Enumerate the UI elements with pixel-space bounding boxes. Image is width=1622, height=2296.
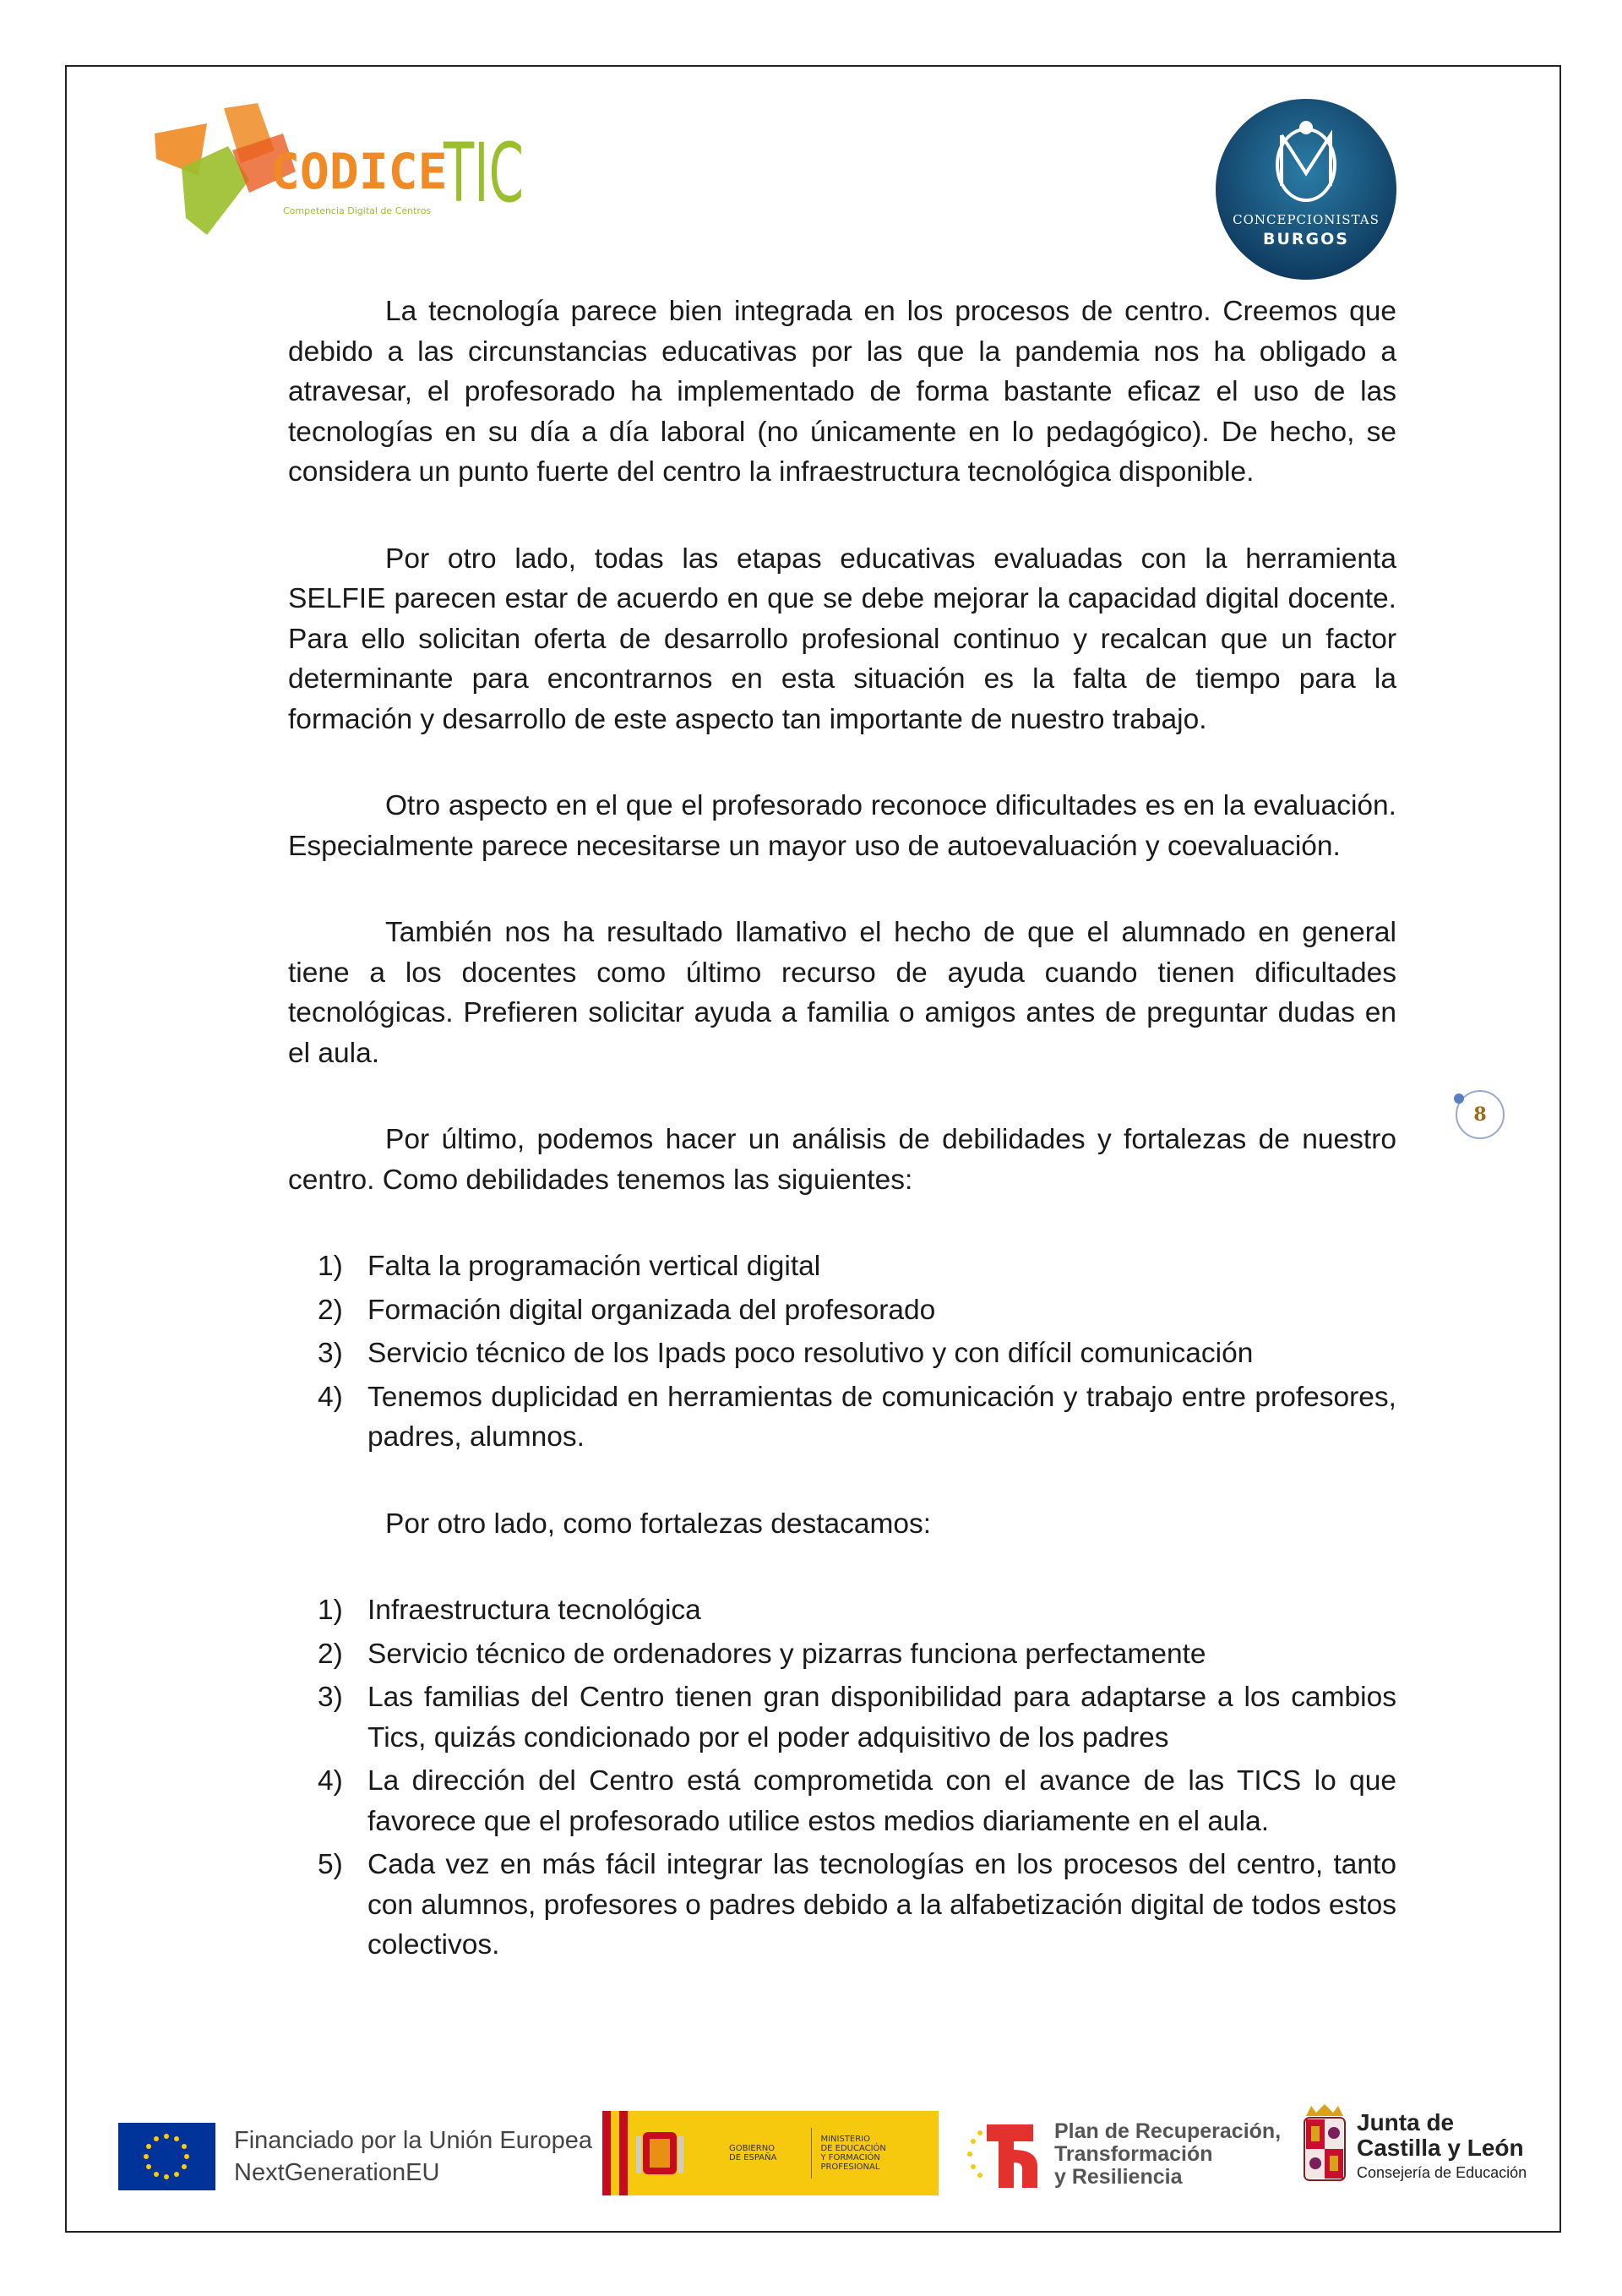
- svg-text:TIC: TIC: [443, 126, 524, 221]
- jcyl-coat-of-arms-icon: [1301, 2104, 1348, 2189]
- paragraph-technology-integration: La tecnología parece bien integrada en los procesos de centro. Creemos que debido a las circunstancias educativas por las que la pandemia nos ha obligado a atravesar, el profesorado ha implementado de forma bastante eficaz el uso de las tecnologías en su día a día laboral (no únicamente en lo pedagógico). De hecho, se considera un punto fuerte del centro la infraestructura tecnológica disponible.: [288, 296, 1396, 488]
- ministry-line3: Y FORMACIÓN PROFESIONAL: [820, 2153, 880, 2172]
- svg-text:Competencia Digital de Centros: Competencia Digital de Centros: [283, 205, 432, 216]
- ministry-logo: [602, 2111, 939, 2195]
- prtr-logo-icon: [961, 2116, 1042, 2192]
- page-number: 8: [1473, 1104, 1487, 1126]
- jcyl-line3: Consejería de Educación: [1357, 2164, 1527, 2181]
- concepcionistas-burgos-logo: [1214, 97, 1398, 281]
- ministry-line1: MINISTERIO: [820, 2135, 870, 2144]
- spain-flag-icon: [602, 2111, 729, 2195]
- eu-funding-line1: Financiado por la Unión Europea: [234, 2127, 592, 2154]
- paragraph-student-help: También nos ha resultado llamativo el hecho de que el alumnado en general tiene a los docentes como último recurso de ayuda cuando tienen dificultades tecnológicas. Prefieren solicitar ayuda a familia o amigos antes de preguntar dudas en el aula.: [288, 917, 1396, 1069]
- document-body: [288, 292, 1396, 2012]
- strengths-intro: Por otro lado, como fortalezas destacamos:: [385, 1508, 932, 1540]
- ministry-line2: DE EDUCACIÓN: [820, 2144, 886, 2153]
- list-item: 2) Formación digital organizada del profesorado: [318, 1294, 936, 1326]
- funding-footer: [118, 2104, 1538, 2206]
- jcyl-line2: Castilla y León: [1357, 2135, 1524, 2161]
- badge-dot-icon: [1454, 1093, 1464, 1104]
- jcyl-line1: Junta de: [1357, 2109, 1455, 2135]
- codice-wordmark: CODICE: [270, 143, 448, 200]
- weaknesses-list: [288, 1246, 1396, 1458]
- list-item: 1) Falta la programación vertical digital: [318, 1251, 821, 1282]
- prtr-line2: Transformación: [1054, 2141, 1213, 2166]
- page-number-badge: [1456, 1090, 1505, 1139]
- junta-castilla-leon-logo: [1301, 2104, 1527, 2189]
- paragraph-assessment: Otro aspecto en el que el profesorado reconoce dificultades es en la evaluación. Especialmente parece necesitarse un mayor uso de autoevaluación y coevaluación.: [288, 790, 1396, 862]
- list-item: 4) Tenemos duplicidad en herramientas de comunicación y trabajo entre profesores, padres, alumnos.: [318, 1381, 1396, 1453]
- paragraph-swot-intro: Por último, podemos hacer un análisis de debilidades y fortalezas de nuestro centro. Como debilidades tenemos las siguientes:: [288, 1124, 1396, 1196]
- codice-logo-icon: [148, 100, 528, 243]
- recovery-plan-logo: [961, 2116, 1281, 2192]
- eu-flag-icon: [118, 2123, 215, 2190]
- gob-line1: GOBIERNO: [729, 2144, 776, 2153]
- list-item: 3) Las familias del Centro tienen gran disponibilidad para adaptarse a los cambios Tics, quizás condicionado por el poder adquisitivo de los padres: [318, 1682, 1396, 1753]
- concepcionistas-logo-icon: [1214, 97, 1398, 281]
- paragraph-selfie-evaluation: Por otro lado, todas las etapas educativas evaluadas con la herramienta SELFIE parecen estar de acuerdo en que se debe mejorar la capacidad digital docente. Para ello solicitan oferta de desarrollo profesional continuo y recalcan que un factor determinante para encontrarnos en esta situación es la falta de tiempo para la formación y desarrollo de este aspecto tan importante de nuestro trabajo.: [288, 543, 1396, 735]
- list-item: 3) Servicio técnico de los Ipads poco resolutivo y con difícil comunicación: [318, 1338, 1254, 1369]
- eu-funding-logo: [118, 2123, 592, 2190]
- list-item: 4) La dirección del Centro está comprometida con el avance de las TICS lo que favorece que el profesorado utilice estos medios diariamente en el aula.: [318, 1765, 1396, 1837]
- list-item: 1) Infraestructura tecnológica: [318, 1595, 701, 1626]
- svg-text:CONCEPCIONISTAS: CONCEPCIONISTAS: [1233, 212, 1380, 227]
- list-item: 5) Cada vez en más fácil integrar las tecnologías en los procesos del centro, tanto con alumnos, profesores o padres debido a la alfabetización digital de todos estos colectivos.: [318, 1849, 1396, 1961]
- eu-funding-line2: NextGenerationEU: [234, 2159, 440, 2186]
- prtr-line1: Plan de Recuperación,: [1054, 2119, 1282, 2143]
- strengths-list: [288, 1590, 1396, 1966]
- codice-tic-logo: [148, 100, 528, 243]
- gob-line2: DE ESPAÑA: [729, 2153, 777, 2162]
- list-item: 2) Servicio técnico de ordenadores y pizarras funciona perfectamente: [318, 1638, 1206, 1670]
- svg-text:BURGOS: BURGOS: [1263, 230, 1349, 248]
- prtr-line3: y Resiliencia: [1054, 2164, 1183, 2189]
